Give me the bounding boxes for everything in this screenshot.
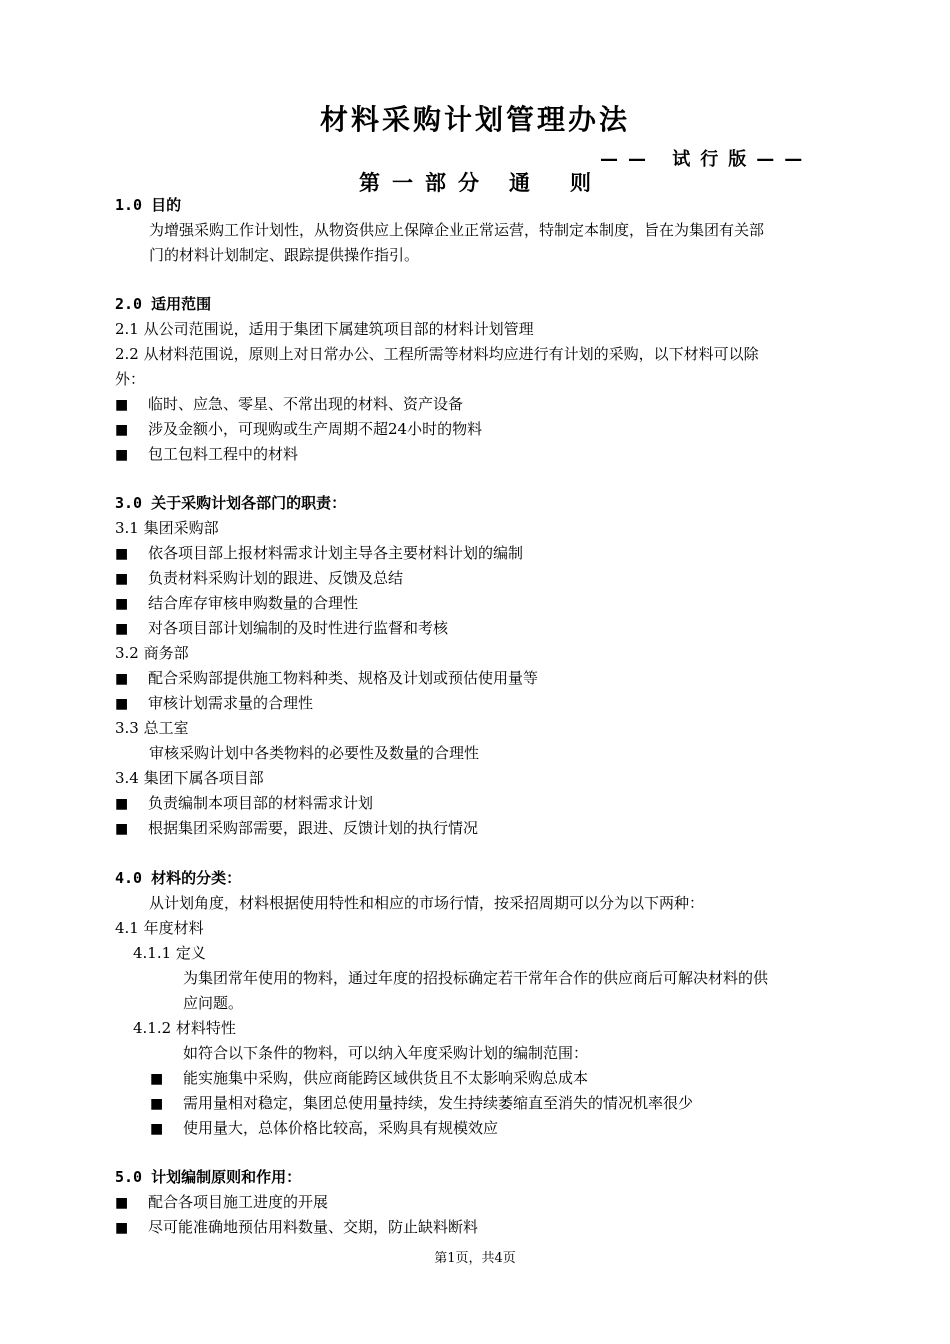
bullet-icon: ■ [115,696,129,712]
bullet-icon: ■ [115,796,129,812]
section-3-1-bullet-3 [115,593,358,614]
section-1-heading: 1.0 目的 [115,196,182,214]
section-4-1-2-label: 4.1.2 材料特性 [133,1019,236,1037]
section-2-heading: 2.0 适用范围 [115,295,212,313]
bullet-icon: ■ [115,1220,129,1236]
bullet-text: 负责材料采购计划的跟进、反馈及总结 [148,569,404,587]
bullet-text: 负责编制本项目部的材料需求计划 [148,794,374,812]
bullet-icon: ■ [115,397,129,413]
section-2-bullet-2 [115,419,482,440]
bullet-icon: ■ [115,596,129,612]
part-name-b: 则 [570,171,591,195]
bullet-text: 对各项目部计划编制的及时性进行监督和考核 [148,619,449,637]
section-3-1-bullet-1 [115,543,523,564]
bullet-text: 使用量大，总体价格比较高，采购具有规模效应 [183,1119,499,1137]
section-3-heading: 3.0 关于采购计划各部门的职责： [115,494,347,512]
section-2-bullet-3 [115,444,298,465]
section-4-1-2-bullet-2 [150,1093,693,1114]
bullet-text: 尽可能准确地预估用料数量、交期，防止缺料断料 [148,1218,479,1236]
section-5-bullet-2 [115,1217,478,1238]
bullet-text: 配合采购部提供施工物料种类、规格及计划或预估使用量等 [148,669,539,687]
section-1-paragraph-line-1: 为增强采购工作计划性，从物资供应上保障企业正常运营，特制定本制度，旨在为集团有关部 [149,221,765,239]
section-3-3-text: 审核采购计划中各类物料的必要性及数量的合理性 [149,744,480,762]
section-1-paragraph-line-2: 门的材料计划制定、跟踪提供操作指引。 [149,246,420,264]
bullet-text: 需用量相对稳定，集团总使用量持续，发生持续萎缩直至消失的情况机率很少 [183,1094,694,1112]
bullet-icon: ■ [115,422,129,438]
bullet-text: 包工包料工程中的材料 [148,445,299,463]
section-4-1-1-text-line-1: 为集团常年使用的物料，通过年度的招投标确定若干常年合作的供应商后可解决材料的供 [183,969,769,987]
section-3-4-label: 3.4 集团下属各项目部 [115,769,264,787]
section-4-1-2-intro: 如符合以下条件的物料，可以纳入年度采购计划的编制范围： [183,1044,589,1062]
section-3-1-bullet-2 [115,568,403,589]
section-5-heading: 5.0 计划编制原则和作用： [115,1168,302,1186]
bullet-text: 结合库存审核申购数量的合理性 [148,594,359,612]
bullet-icon: ■ [115,571,129,587]
page-footer: 第1页，共4页 [434,1251,516,1266]
bullet-icon: ■ [115,671,129,687]
section-4-1-1-text-line-2: 应问题。 [183,994,244,1012]
bullet-icon: ■ [115,546,129,562]
bullet-text: 根据集团采购部需要，跟进、反馈计划的执行情况 [148,819,479,837]
bullet-text: 审核计划需求量的合理性 [148,694,314,712]
bullet-icon: ■ [150,1121,164,1137]
section-4-1-2-bullet-3 [150,1118,498,1139]
section-4-heading: 4.0 材料的分类： [115,869,242,887]
document-subtitle: —— 试行版—— [600,149,813,170]
bullet-text: 临时、应急、零星、不常出现的材料、资产设备 [148,395,464,413]
section-3-1-label: 3.1 集团采购部 [115,519,219,537]
bullet-icon: ■ [150,1096,164,1112]
bullet-icon: ■ [115,621,129,637]
section-2-bullet-1 [115,394,463,415]
bullet-text: 配合各项目施工进度的开展 [148,1193,329,1211]
section-3-4-bullet-2 [115,818,478,839]
bullet-text: 依各项目部上报材料需求计划主导各主要材料计划的编制 [148,544,524,562]
bullet-icon: ■ [150,1071,164,1087]
bullet-icon: ■ [115,1195,129,1211]
section-3-1-bullet-4 [115,618,448,639]
section-4-1-2-bullet-1 [150,1068,588,1089]
bullet-text: 涉及金额小，可现购或生产周期不超24小时的物料 [148,420,483,438]
section-2-item-2-line-1: 2.2 从材料范围说，原则上对日常办公、工程所需等材料均应进行有计划的采购，以下材料可以除 [115,345,759,363]
part-name-a: 通 [509,171,530,195]
part-heading [0,167,950,197]
part-label: 第一部分 [359,171,491,195]
section-4-1-label: 4.1 年度材料 [115,919,204,937]
document-title: 材料采购计划管理办法 [319,103,630,136]
bullet-text: 能实施集中采购，供应商能跨区域供货且不太影响采购总成本 [183,1069,589,1087]
bullet-icon: ■ [115,447,129,463]
section-3-3-label: 3.3 总工室 [115,719,189,737]
section-4-1-1-label: 4.1.1 定义 [133,944,206,962]
section-2-item-2-line-2: 外： [115,370,146,388]
section-4-intro: 从计划角度，材料根据使用特性和相应的市场行情，按采招周期可以分为以下两种： [149,894,705,912]
section-3-2-bullet-2 [115,693,313,714]
section-2-item-1: 2.1 从公司范围说，适用于集团下属建筑项目部的材料计划管理 [115,320,534,338]
section-3-2-bullet-1 [115,668,538,689]
bullet-icon: ■ [115,821,129,837]
section-5-bullet-1 [115,1192,328,1213]
section-3-2-label: 3.2 商务部 [115,644,189,662]
section-3-4-bullet-1 [115,793,373,814]
